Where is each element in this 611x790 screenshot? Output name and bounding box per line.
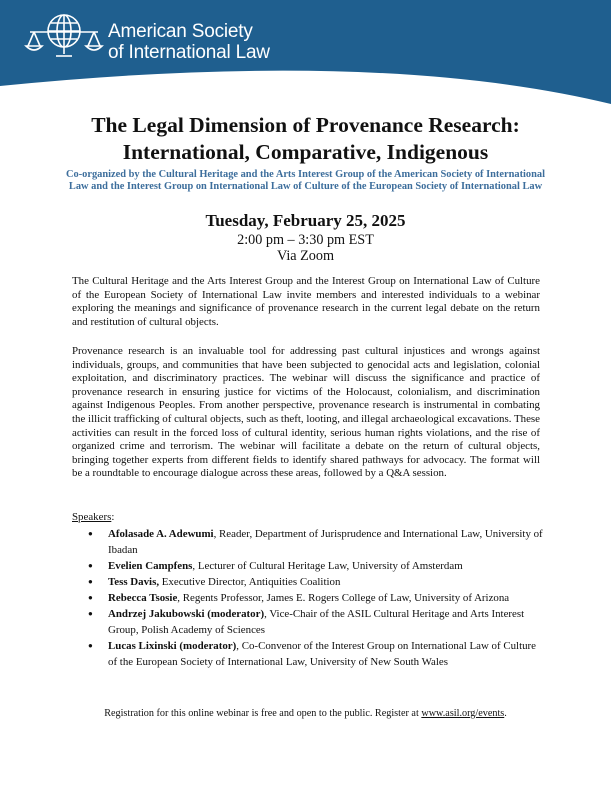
- speaker-affiliation: , Lecturer of Cultural Heritage Law, University of Amsterdam: [192, 560, 463, 572]
- speaker-item: [88, 638, 544, 670]
- speaker-name: Evelien Campfens: [108, 560, 193, 572]
- speaker-affiliation: , Co-Convenor of the Interest Group on International Law of Culture of the European Society of International Law, University of New South Wales: [108, 640, 536, 668]
- speaker-affiliation: , Vice-Chair of the ASIL Cultural Heritage and Arts Interest Group, Polish Academy of Sciences: [108, 608, 525, 636]
- speakers-heading-colon: :: [111, 511, 115, 523]
- registration-text: Registration for this online webinar is free and open to the public. Register at: [104, 708, 422, 719]
- events-link[interactable]: www.asil.org/events: [421, 708, 505, 719]
- speaker-name: Afolasade A. Adewumi: [108, 528, 214, 540]
- speaker-item: [88, 558, 544, 574]
- speaker-affiliation: , Reader, Department of Jurisprudence and International Law, University of Ibadan: [108, 528, 543, 556]
- event-title-line2: International, Comparative, Indigenous: [122, 140, 489, 164]
- event-venue: Via Zoom: [276, 248, 335, 264]
- speaker-name: Lucas Lixinski (moderator): [108, 640, 237, 652]
- registration-suffix: .: [504, 708, 507, 719]
- speaker-affiliation: , Regents Professor, James E. Rogers College of Law, University of Arizona: [177, 592, 510, 604]
- event-date: Tuesday, February 25, 2025: [205, 211, 406, 230]
- speaker-item: [88, 606, 544, 638]
- speaker-item: [88, 590, 544, 606]
- intro-paragraph: The Cultural Heritage and the Arts Interest Group and the Interest Group on International Law of Culture of the European Society of International Law invite members and interested individuals to a webinar exploring the meanings and significance of provenance research in the current legal debate on the return and restitution of cultural objects.: [72, 275, 540, 328]
- event-time: 2:00 pm – 3:30 pm EST: [237, 232, 374, 248]
- speaker-name: Rebecca Tsosie: [108, 592, 178, 604]
- globe-scales-icon: [24, 10, 104, 62]
- speaker-item: [88, 574, 544, 590]
- organization-name-line1: American Society: [108, 21, 253, 42]
- speaker-item: [88, 526, 544, 558]
- speaker-list: [88, 526, 544, 670]
- organization-name-line2: of International Law: [108, 42, 270, 63]
- speaker-name: Andrzej Jakubowski (moderator): [108, 608, 265, 620]
- event-title-line1: The Legal Dimension of Provenance Research:: [91, 113, 520, 137]
- header-banner: [0, 0, 611, 118]
- registration-note: [40, 707, 571, 720]
- event-title: [40, 112, 571, 166]
- description-paragraph: Provenance research is an invaluable tool for addressing past cultural injustices and wrongs against individuals, groups, and communities that have been subjected to genocidal acts and legislation, colonial exploitation, and discriminatory practices. The webinar will discuss the significance and practice of provenance research in ensuring justice for victims of the Holocaust, colonialism, and discrimination against Indigenous Peoples. From another perspective, provenance research is instrumental in combating the illicit trafficking of cultural objects, such as theft, looting, and illegal archaeological excavations. These activities can result in the forced loss of cultural identity, serious human rights violations, and the rise of organized crime and terrorism. The webinar will facilitate a debate on the return of cultural objects, bringing together experts from different fields to identify shared pathways for advocacy. The format will be a roundtable to encourage dialogue across these areas, followed by a Q&A session.: [72, 345, 540, 480]
- speaker-name: Tess Davis,: [108, 576, 160, 588]
- organization-name: [108, 21, 270, 63]
- speakers-heading: [72, 511, 114, 525]
- speakers-heading-label: Speakers: [72, 511, 112, 523]
- speaker-affiliation: Executive Director, Antiquities Coalition: [159, 576, 341, 588]
- coorganizers-note: Co-organized by the Cultural Heritage and the Arts Interest Group of the American Society of International Law and the Interest Group on International Law of Culture of the European Society of International Law: [66, 169, 545, 193]
